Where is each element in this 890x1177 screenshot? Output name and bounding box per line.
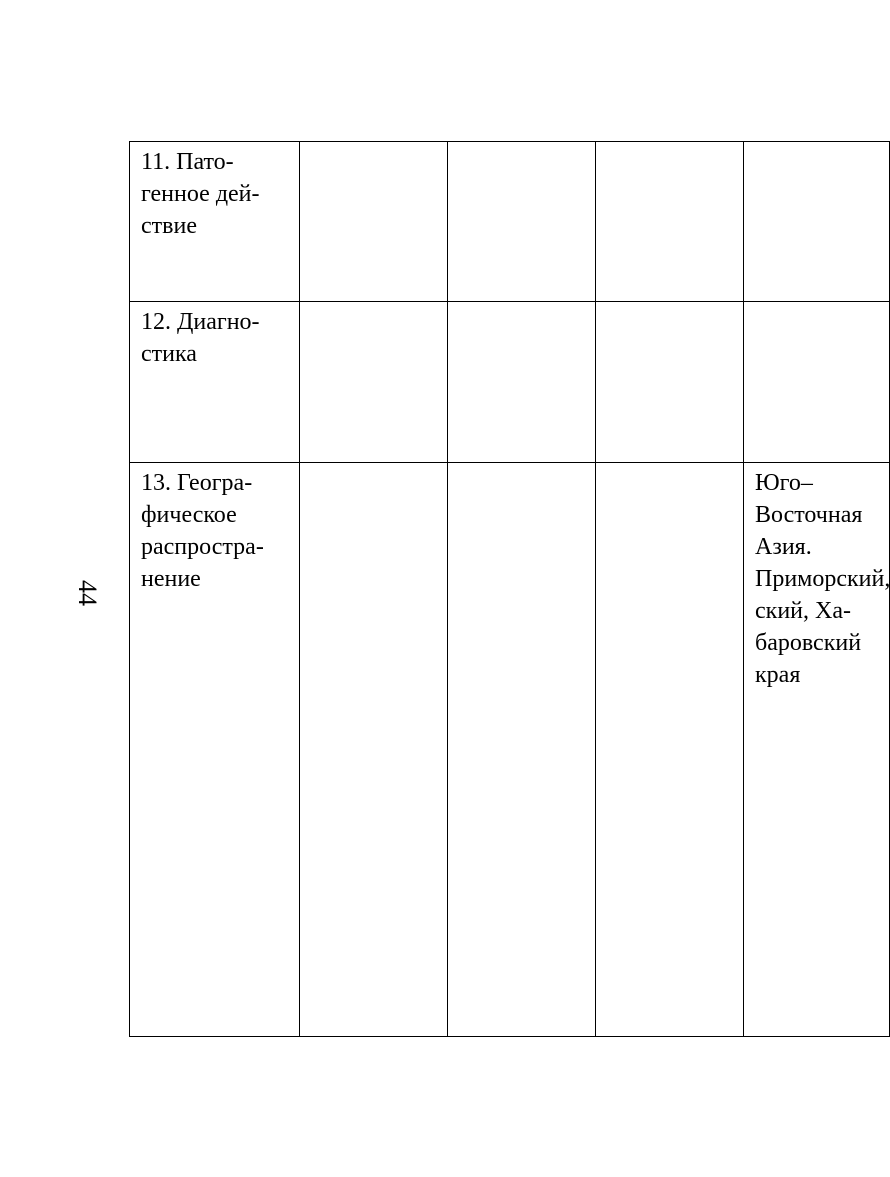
row-label-cell	[130, 302, 300, 463]
geography-line: Азия.	[755, 534, 812, 560]
table-row	[130, 302, 890, 463]
row-label-line: стика	[141, 341, 197, 367]
row-label-cell	[130, 142, 300, 302]
table-cell	[448, 302, 596, 463]
table-cell	[596, 302, 744, 463]
row-label-line: генное дей-	[141, 181, 260, 207]
row-label-line: ствие	[141, 213, 197, 239]
table-cell	[596, 463, 744, 1037]
row-label-line: 12. Диагно-	[141, 309, 260, 335]
geography-cell	[744, 463, 890, 1037]
geography-line: ский, Ха-	[755, 598, 851, 624]
table-row	[130, 463, 890, 1037]
geography-line: края	[755, 662, 801, 688]
page-number: 44	[73, 580, 102, 606]
row-label-cell	[130, 463, 300, 1037]
table-cell	[300, 463, 448, 1037]
row-label-line: распростра-	[141, 534, 264, 560]
row-label-line: фическое	[141, 502, 237, 528]
table-cell	[300, 302, 448, 463]
data-table	[129, 141, 890, 1037]
table-cell	[448, 142, 596, 302]
table-cell	[596, 142, 744, 302]
table-cell	[744, 142, 890, 302]
table-cell	[300, 142, 448, 302]
geography-line: Восточная	[755, 502, 863, 528]
table-cell	[448, 463, 596, 1037]
table-cell	[744, 302, 890, 463]
row-label-line: нение	[141, 566, 201, 592]
geography-line: Юго–	[755, 470, 813, 496]
geography-line: баровский	[755, 630, 862, 656]
geography-line: Приморский,	[755, 566, 890, 592]
row-label-line: 11. Пато-	[141, 149, 234, 175]
row-label-line: 13. Геогра-	[141, 470, 253, 496]
table-row	[130, 142, 890, 302]
